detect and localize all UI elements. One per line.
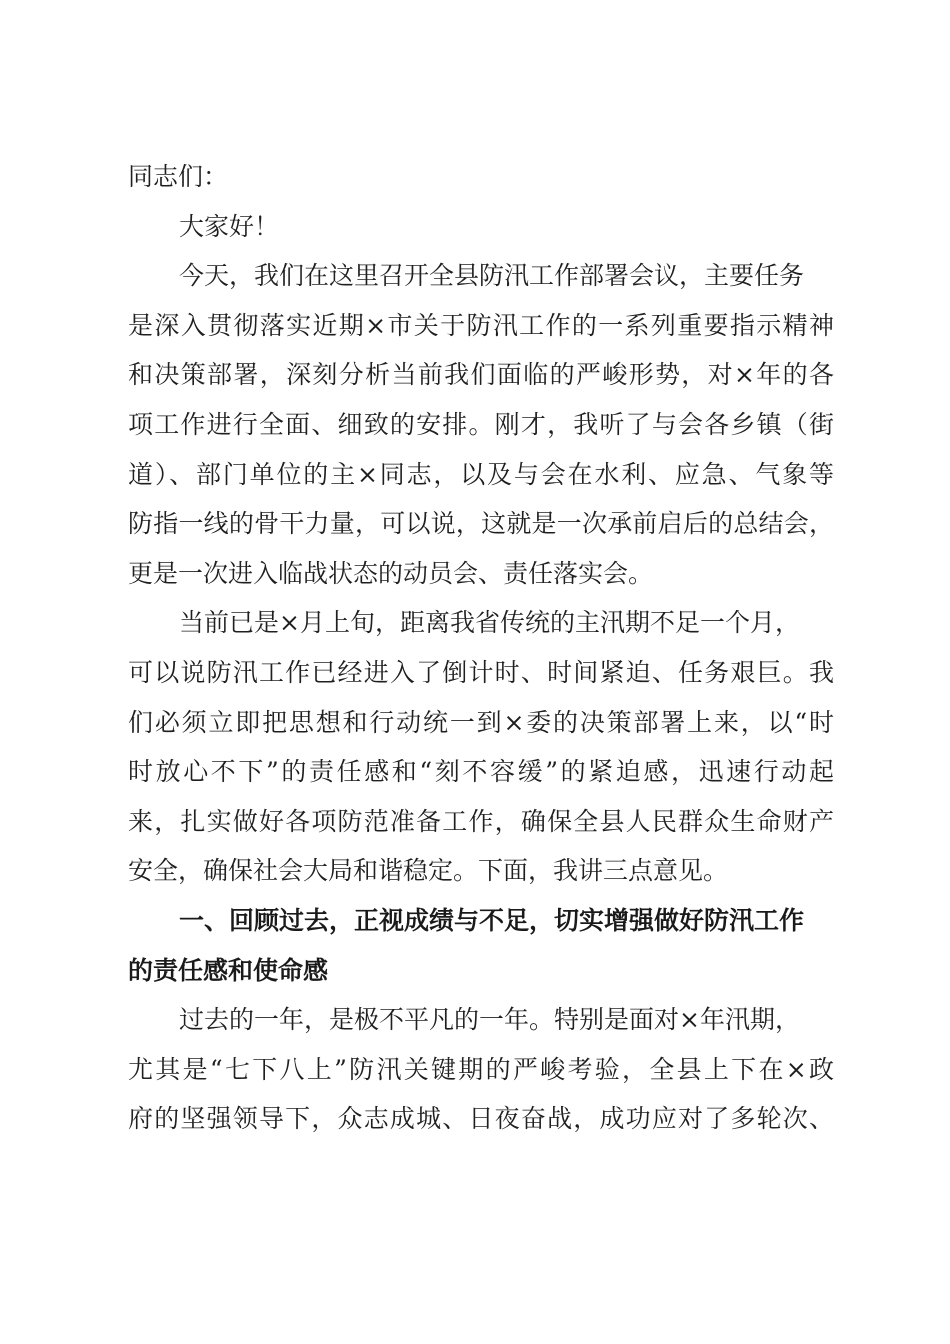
- paragraph-line: 可以说防汛工作已经进入了倒计时、时间紧迫、任务艰巨。我: [128, 657, 834, 687]
- paragraph-line: 今天，我们在这里召开全县防汛工作部署会议，主要任务: [179, 261, 805, 291]
- greeting: 大家好！: [179, 211, 280, 241]
- paragraph-line: 当前已是×月上旬，距离我省传统的主汛期不足一个月，: [179, 608, 800, 638]
- heading-line: 的责任感和使命感: [128, 955, 329, 985]
- salutation: 同志们：: [128, 162, 229, 191]
- paragraph-line: 安全，确保社会大局和谐稳定。下面，我讲三点意见。: [128, 856, 729, 886]
- paragraph-line: 们必须立即把思想和行动统一到×委的决策部署上来，以“时: [128, 707, 834, 737]
- paragraph-line: 和决策部署，深刻分析当前我们面临的严峻形势，对×年的各: [128, 360, 834, 390]
- paragraph-line: 府的坚强领导下，众志成城、日夜奋战，成功应对了多轮次、: [128, 1104, 834, 1134]
- paragraph-line: 尤其是“七下八上”防汛关键期的严峻考验，全县上下在×政: [128, 1054, 834, 1084]
- paragraph-line: 道）、部门单位的主×同志，以及与会在水利、应急、气象等: [128, 459, 834, 489]
- paragraph-opening: [128, 251, 834, 598]
- paragraph-line: 时放心不下”的责任感和“刻不容缓”的紧迫感，迅速行动起: [128, 757, 834, 787]
- section-heading-1: [128, 896, 834, 995]
- document-body: [128, 152, 834, 1144]
- paragraph-line: 过去的一年，是极不平凡的一年。特别是面对×年汛期，: [179, 1005, 800, 1035]
- paragraph-line: 项工作进行全面、细致的安排。刚才，我听了与会各乡镇（街: [128, 409, 834, 439]
- paragraph-line: 更是一次进入临战状态的动员会、责任落实会。: [128, 558, 654, 588]
- paragraph-line: 来，扎实做好各项防范准备工作，确保全县人民群众生命财产: [128, 806, 834, 836]
- paragraph-situation: [128, 598, 834, 896]
- paragraph-line: 防指一线的骨干力量，可以说，这就是一次承前启后的总结会，: [128, 509, 834, 539]
- paragraph-review: [128, 995, 834, 1144]
- heading-line: 一、回顾过去，正视成绩与不足，切实增强做好防汛工作: [179, 905, 805, 935]
- paragraph-line: 是深入贯彻落实近期×市关于防汛工作的一系列重要指示精神: [128, 310, 834, 340]
